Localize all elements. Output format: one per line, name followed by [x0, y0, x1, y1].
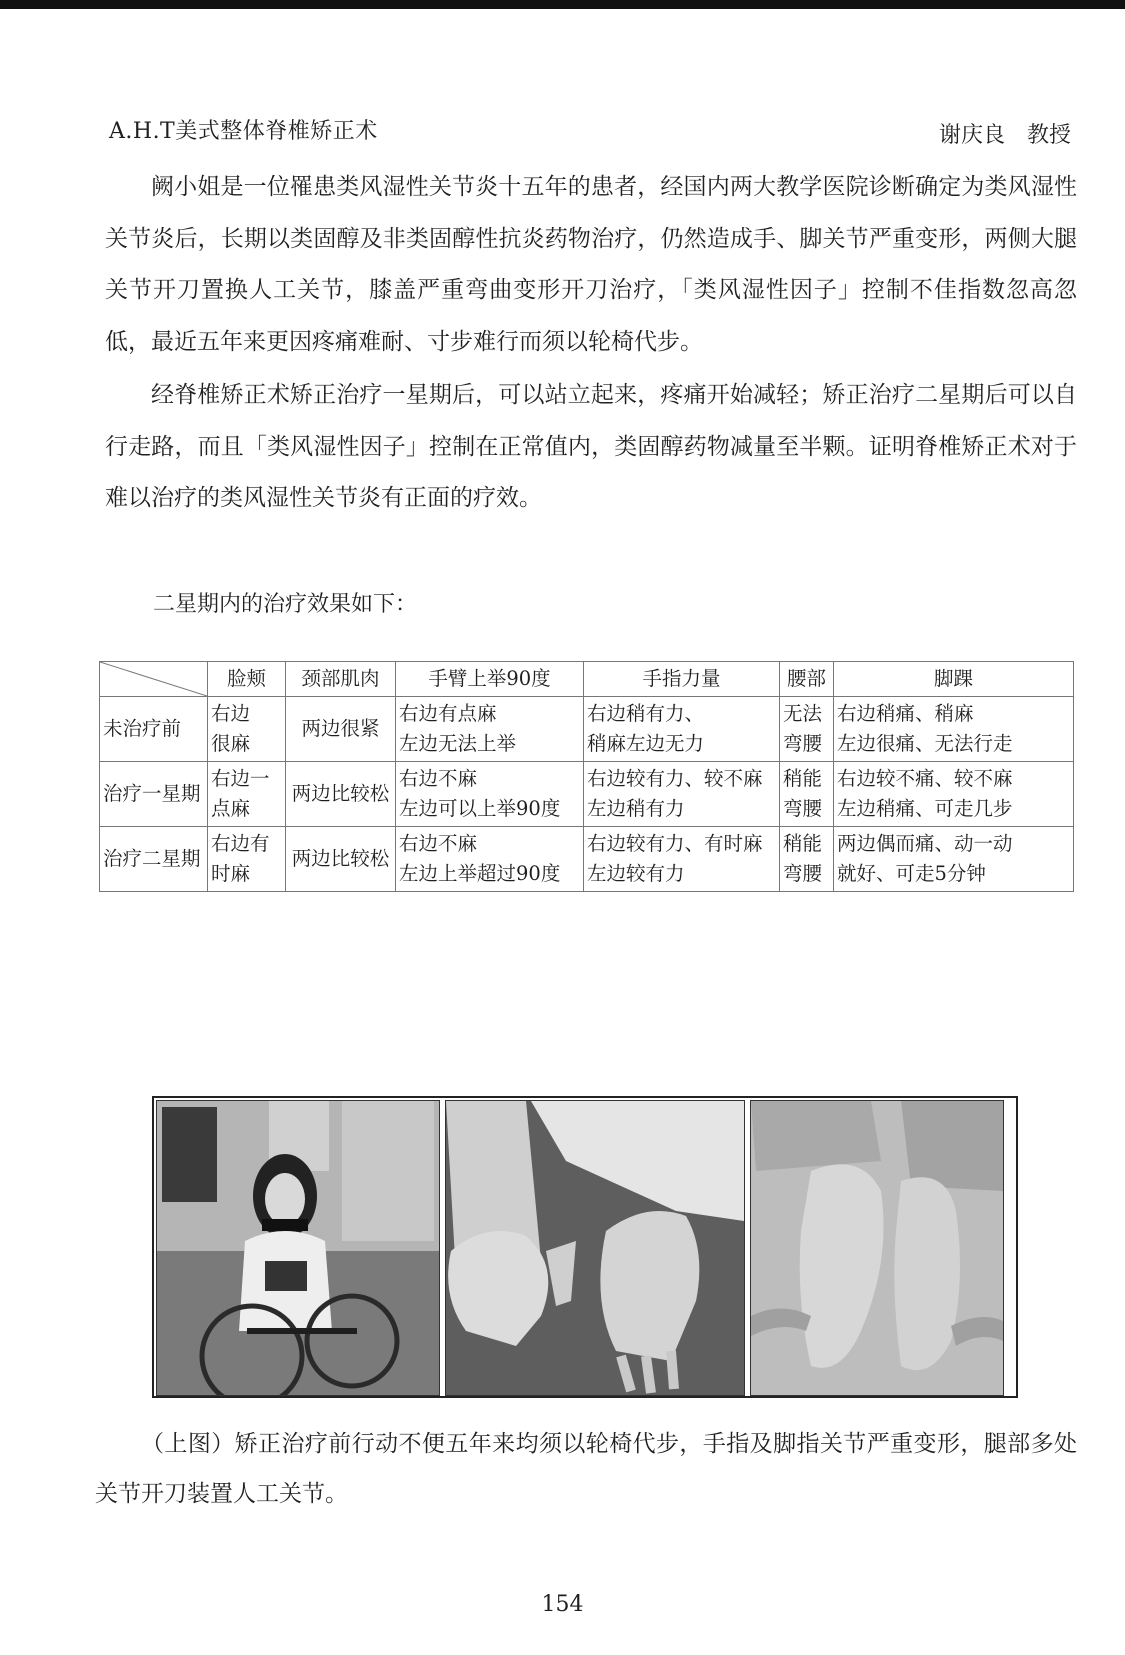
photo-wheelchair-patient: [156, 1100, 440, 1396]
table-intro: 二星期内的治疗效果如下：: [153, 592, 418, 617]
scan-top-edge: [0, 0, 1125, 9]
table-cell: 两边比较松: [286, 762, 396, 827]
column-header: 手指力量: [584, 662, 780, 697]
column-header: 脸颊: [208, 662, 286, 697]
table-row: [100, 697, 1074, 762]
table-cell: 右边稍有力、 稍麻左边无力: [584, 697, 780, 762]
caption-text: （上图）矫正治疗前行动不便五年来均须以轮椅代步，手指及脚指关节严重变形，腿部多处关节开刀装置人工关节。: [95, 1431, 1077, 1507]
table-cell: 右边较有力、有时麻 左边较有力: [584, 827, 780, 892]
photo-deformed-hands: [445, 1100, 745, 1396]
table-corner-cell: [100, 662, 208, 697]
column-header: 脚踝: [834, 662, 1074, 697]
table-cell: 右边 很麻: [208, 697, 286, 762]
table-cell: 两边很紧: [286, 697, 396, 762]
photo-deformed-feet: [750, 1100, 1004, 1396]
treatment-results-table: [99, 661, 1074, 892]
column-header: 颈部肌肉: [286, 662, 396, 697]
table-cell: 右边较有力、较不麻 左边稍有力: [584, 762, 780, 827]
table-cell: 右边有点麻 左边无法上举: [396, 697, 584, 762]
table-header-row: [100, 662, 1074, 697]
running-header-title: A.H.T美式整体脊椎矫正术: [109, 119, 378, 144]
table-cell: 右边较不痛、较不麻 左边稍痛、可走几步: [834, 762, 1074, 827]
body-paragraph-2: [105, 370, 1077, 525]
photo-caption: [95, 1419, 1077, 1519]
column-header: 腰部: [780, 662, 834, 697]
table-cell: 右边有 时麻: [208, 827, 286, 892]
column-header: 手臂上举90度: [396, 662, 584, 697]
table-cell: 无法 弯腰: [780, 697, 834, 762]
table-cell: 稍能 弯腰: [780, 762, 834, 827]
table-cell: 两边偶而痛、动一动 就好、可走5分钟: [834, 827, 1074, 892]
diagonal-divider: [100, 662, 207, 696]
table-cell: 右边稍痛、稍麻 左边很痛、无法行走: [834, 697, 1074, 762]
table-cell: 稍能 弯腰: [780, 827, 834, 892]
table-cell: 右边不麻 左边上举超过90度: [396, 827, 584, 892]
table-row: [100, 827, 1074, 892]
body-paragraph-1: [105, 162, 1077, 368]
paragraph-text: 阙小姐是一位罹患类风湿性关节炎十五年的患者，经国内两大教学医院诊断确定为类风湿性关节炎后，长期以类固醇及非类固醇性抗炎药物治疗，仍然造成手、脚关节严重变形，两侧大腿关节开刀置换人工关节，膝盖严重弯曲变形开刀治疗，「类风湿性因子」控制不佳指数忽高忽低，最近五年来更因疼痛难耐、寸步难行而须以轮椅代步。: [105, 174, 1077, 355]
row-label: 治疗二星期: [100, 827, 208, 892]
table-cell: 右边一 点麻: [208, 762, 286, 827]
row-label: 未治疗前: [100, 697, 208, 762]
photo-strip: [152, 1096, 1018, 1398]
page-number: 154: [541, 1592, 584, 1617]
table-row: [100, 762, 1074, 827]
running-header-author: 谢庆良 教授: [938, 123, 1071, 148]
paragraph-text: 经脊椎矫正术矫正治疗一星期后，可以站立起来，疼痛开始减轻；矫正治疗二星期后可以自行走路，而且「类风湿性因子」控制在正常值内，类固醇药物减量至半颗。证明脊椎矫正术对于难以治疗的类风湿性关节炎有正面的疗效。: [105, 382, 1077, 511]
table-cell: 两边比较松: [286, 827, 396, 892]
table-cell: 右边不麻 左边可以上举90度: [396, 762, 584, 827]
row-label: 治疗一星期: [100, 762, 208, 827]
